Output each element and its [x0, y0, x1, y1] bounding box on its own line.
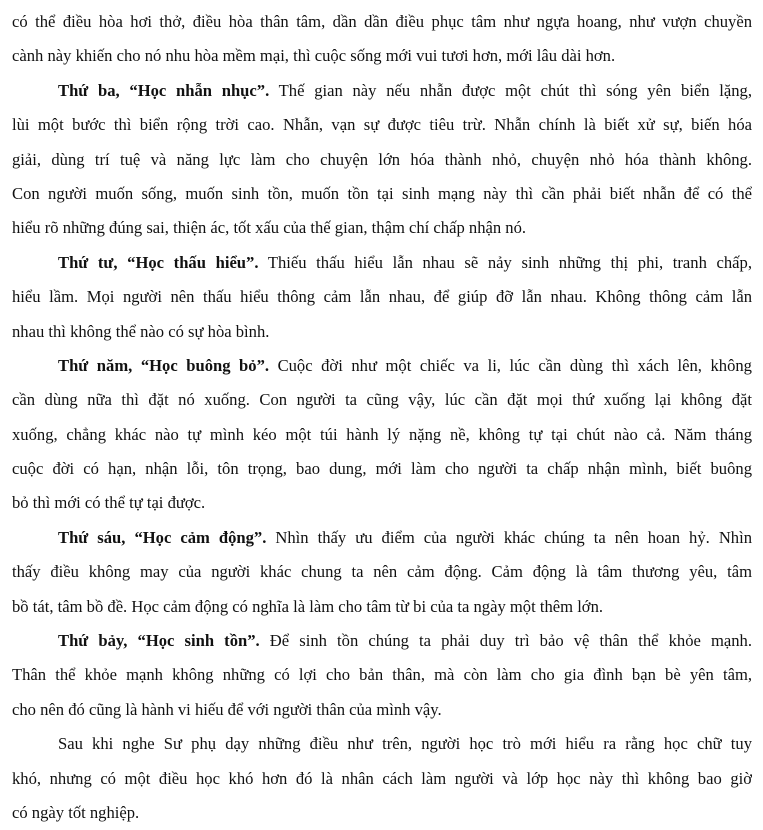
- text-line: có thể điều hòa hơi thở, điều hòa thân tâm, dần dần điều phục tâm như ngựa hoang, như vượn chuyền: [12, 12, 752, 31]
- paragraph-heading: Thứ ba, “Học nhẫn nhục”.: [58, 80, 270, 100]
- paragraph-closing: [12, 727, 752, 830]
- paragraph-hoc-buong-bo: [12, 349, 752, 521]
- text-line: cần dùng nữa thì đặt nó xuống. Con người ta cũng vậy, lúc cần đặt mọi thứ xuống lại không đặt: [12, 390, 752, 410]
- text-line: Thứ năm, “Học buông bỏ”. Cuộc đời như một chiếc va li, lúc cần dùng thì xách lên, không: [58, 355, 752, 375]
- paragraph-hoc-nhan-nhuc: [12, 74, 752, 246]
- paragraph-hoc-sinh-ton: [12, 624, 752, 727]
- paragraph-heading: Thứ năm, “Học buông bỏ”.: [58, 355, 270, 375]
- text-line: Thứ sáu, “Học cảm động”. Nhìn thấy ưu điểm của người khác chúng ta nên hoan hỷ. Nhìn: [58, 527, 752, 547]
- text-line: cho nên đó cũng là hành vi hiếu để với người thân của mình vậy.: [12, 699, 442, 719]
- text-line: hiểu rõ những đúng sai, thiện ác, tốt xấu của thế gian, thậm chí chấp nhận nó.: [12, 218, 527, 238]
- text-line: Thứ tư, “Học thấu hiểu”. Thiếu thấu hiểu lẫn nhau sẽ nảy sinh những thị phi, tranh chấp,: [58, 252, 752, 272]
- paragraph-heading: Thứ tư, “Học thấu hiểu”.: [58, 252, 259, 272]
- paragraph-hoc-thau-hieu: [12, 246, 752, 349]
- document-page: [12, 0, 752, 830]
- paragraph-hoc-cam-dong: [12, 521, 752, 624]
- text-line: Con người muốn sống, muốn sinh tồn, muốn tồn tại sinh mạng này thì cần phải biết nhẫn để có thể: [12, 183, 752, 203]
- text-line: có ngày tốt nghiệp.: [12, 802, 140, 822]
- text-line: hiểu lầm. Mọi người nên thấu hiểu thông cảm lẫn nhau, để giúp đỡ lẫn nhau. Không thông cảm lẫn: [12, 287, 752, 307]
- text-line: khó, nhưng có một điều học khó hơn đó là nhân cách làm người và lớp học này thì không bao giờ: [12, 768, 752, 788]
- text-line: lùi một bước thì biển rộng trời cao. Nhẫn, vạn sự được tiêu trừ. Nhẫn chính là biết xử sự, biến hóa: [12, 115, 752, 135]
- text-line: Sau khi nghe Sư phụ dạy những điều như trên, người học trò mới hiểu ra rằng học chữ tuy: [58, 734, 752, 754]
- text-line: xuống, chẳng khác nào tự mình kéo một túi hành lý nặng nề, không tự tại chút nào cả. Năm tháng: [12, 424, 752, 444]
- paragraph-heading: Thứ bảy, “Học sinh tồn”.: [58, 631, 260, 651]
- paragraph-heading: Thứ sáu, “Học cảm động”.: [58, 527, 267, 547]
- text-line: bỏ thì mới có thể tự tại được.: [12, 493, 206, 513]
- text-line: cành này khiến cho nó nhu hòa mềm mại, thì cuộc sống mới vui tươi hơn, mới lâu dài hơn.: [12, 46, 616, 66]
- text-line: cuộc đời có hạn, nhận lỗi, tôn trọng, bao dung, mới làm cho người ta chấp nhận mình, biết buông: [12, 459, 752, 479]
- text-line: thấy điều không may của người khác chung ta nên cảm động. Cảm động là tâm thương yêu, tâm: [12, 562, 752, 582]
- text-line: Thân thể khỏe mạnh không những có lợi cho bản thân, mà còn làm cho gia đình bạn bè yên tâm,: [12, 665, 752, 685]
- text-line: giải, dùng trí tuệ và năng lực làm cho chuyện lớn hóa thành nhỏ, chuyện nhỏ hóa thành không.: [12, 149, 752, 169]
- text-line: Thứ ba, “Học nhẫn nhục”. Thế gian này nếu nhẫn được một chút thì sóng yên biển lặng,: [58, 80, 752, 100]
- text-line: bồ tát, tâm bồ đề. Học cảm động có nghĩa là làm cho tâm từ bi của ta ngày một thêm lớn.: [12, 596, 604, 616]
- text-line: Thứ bảy, “Học sinh tồn”. Để sinh tồn chúng ta phải duy trì bảo vệ thân thể khỏe mạnh.: [58, 631, 752, 651]
- paragraph-continuation: [12, 5, 752, 74]
- text-line: nhau thì không thể nào có sự hòa bình.: [12, 321, 270, 341]
